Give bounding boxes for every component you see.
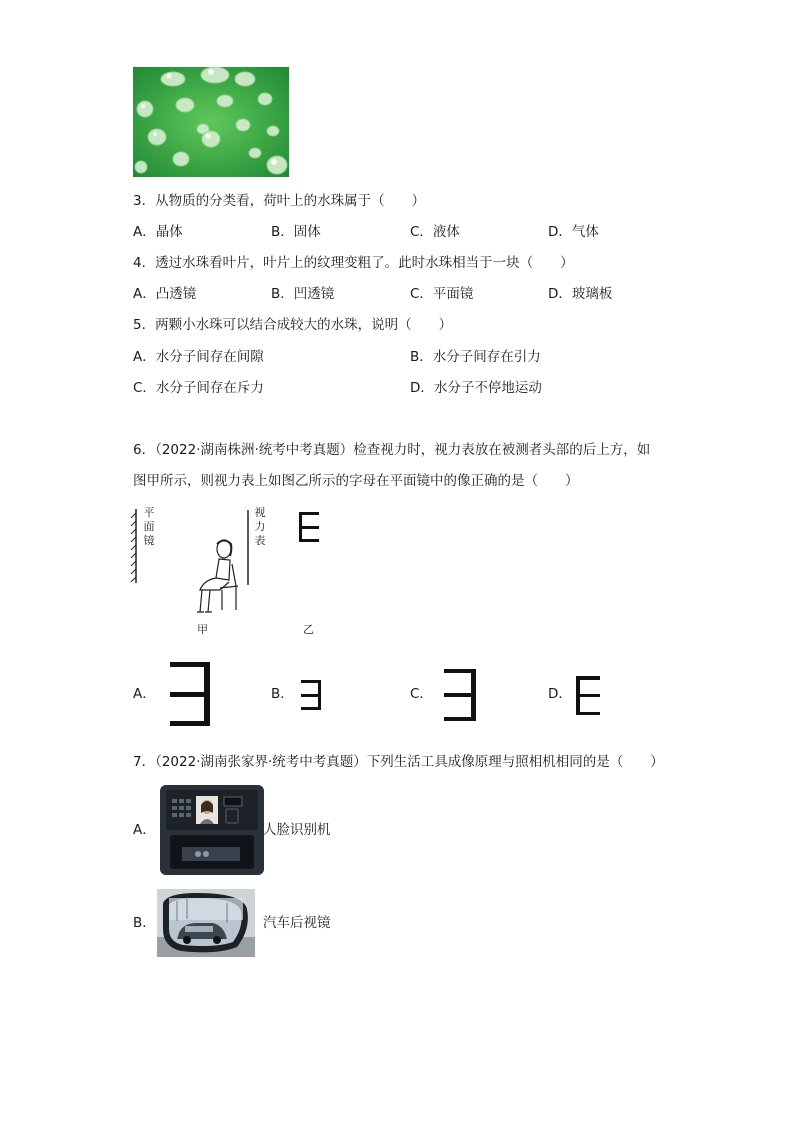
car-rearview-mirror-image [157, 889, 255, 957]
eye-chart-pole [246, 510, 250, 585]
q4-option-b: B．凹透镜 [271, 286, 335, 302]
q4-option-a: A．凸透镜 [133, 286, 197, 302]
q6-option-d-label: D． [548, 686, 572, 702]
q5-option-b: B．水分子间存在引力 [410, 349, 541, 365]
q7-option-a-text: 人脸识别机 [263, 822, 331, 838]
q3-option-c: C．液体 [410, 224, 460, 240]
q3-option-a: A．晶体 [133, 224, 183, 240]
q6-option-c-mirrored-e [444, 669, 476, 721]
q6-option-d-e [576, 676, 600, 715]
plane-mirror-drawing [130, 507, 140, 585]
seated-person-drawing [192, 538, 244, 618]
q6-option-c-label: C． [410, 686, 433, 702]
eye-chart-label: 视力表 [254, 506, 266, 547]
q3-option-b: B．固体 [271, 224, 321, 240]
figure-yi-caption: 乙 [303, 623, 314, 636]
q7-option-b-label: B． [133, 915, 156, 931]
q4-option-d: D．玻璃板 [548, 286, 613, 302]
question-7-stem: 7．（2022·湖南张家界·统考中考真题）下列生活工具成像原理与照相机相同的是（ ） [133, 754, 664, 770]
question-3-stem: 3．从物质的分类看，荷叶上的水珠属于（ ） [133, 193, 426, 209]
face-recognition-machine-image [160, 785, 264, 875]
q6-option-a-mirrored-e [170, 662, 210, 726]
question-5-stem: 5．两颗小水珠可以结合成较大的水珠，说明（ ） [133, 317, 453, 333]
figure-jia-caption: 甲 [197, 623, 208, 636]
q7-option-a-label: A． [133, 822, 156, 838]
lotus-leaf-water-drops-image [133, 67, 289, 177]
q3-option-d: D．气体 [548, 224, 599, 240]
question-4-stem: 4．透过水珠看叶片，叶片上的纹理变粗了。此时水珠相当于一块（ ） [133, 255, 574, 271]
q7-option-b-text: 汽车后视镜 [263, 915, 331, 931]
q4-option-c: C．平面镜 [410, 286, 474, 302]
q6-option-a-label: A． [133, 686, 156, 702]
q5-option-d: D．水分子不停地运动 [410, 380, 542, 396]
q6-option-b-label: B． [271, 686, 294, 702]
q5-option-c: C．水分子间存在斥力 [133, 380, 264, 396]
question-6-stem-line1: 6．（2022·湖南株洲·统考中考真题）检查视力时，视力表放在被测者头部的后上方，如 [133, 442, 651, 458]
q5-option-a: A．水分子间存在间隙 [133, 349, 264, 365]
plane-mirror-label: 平面镜 [143, 506, 155, 547]
eye-chart-letter-e [299, 512, 319, 542]
question-6-stem-line2: 图甲所示，则视力表上如图乙所示的字母在平面镜中的像正确的是（ ） [133, 473, 579, 489]
q6-option-b-mirrored-e [301, 680, 321, 710]
